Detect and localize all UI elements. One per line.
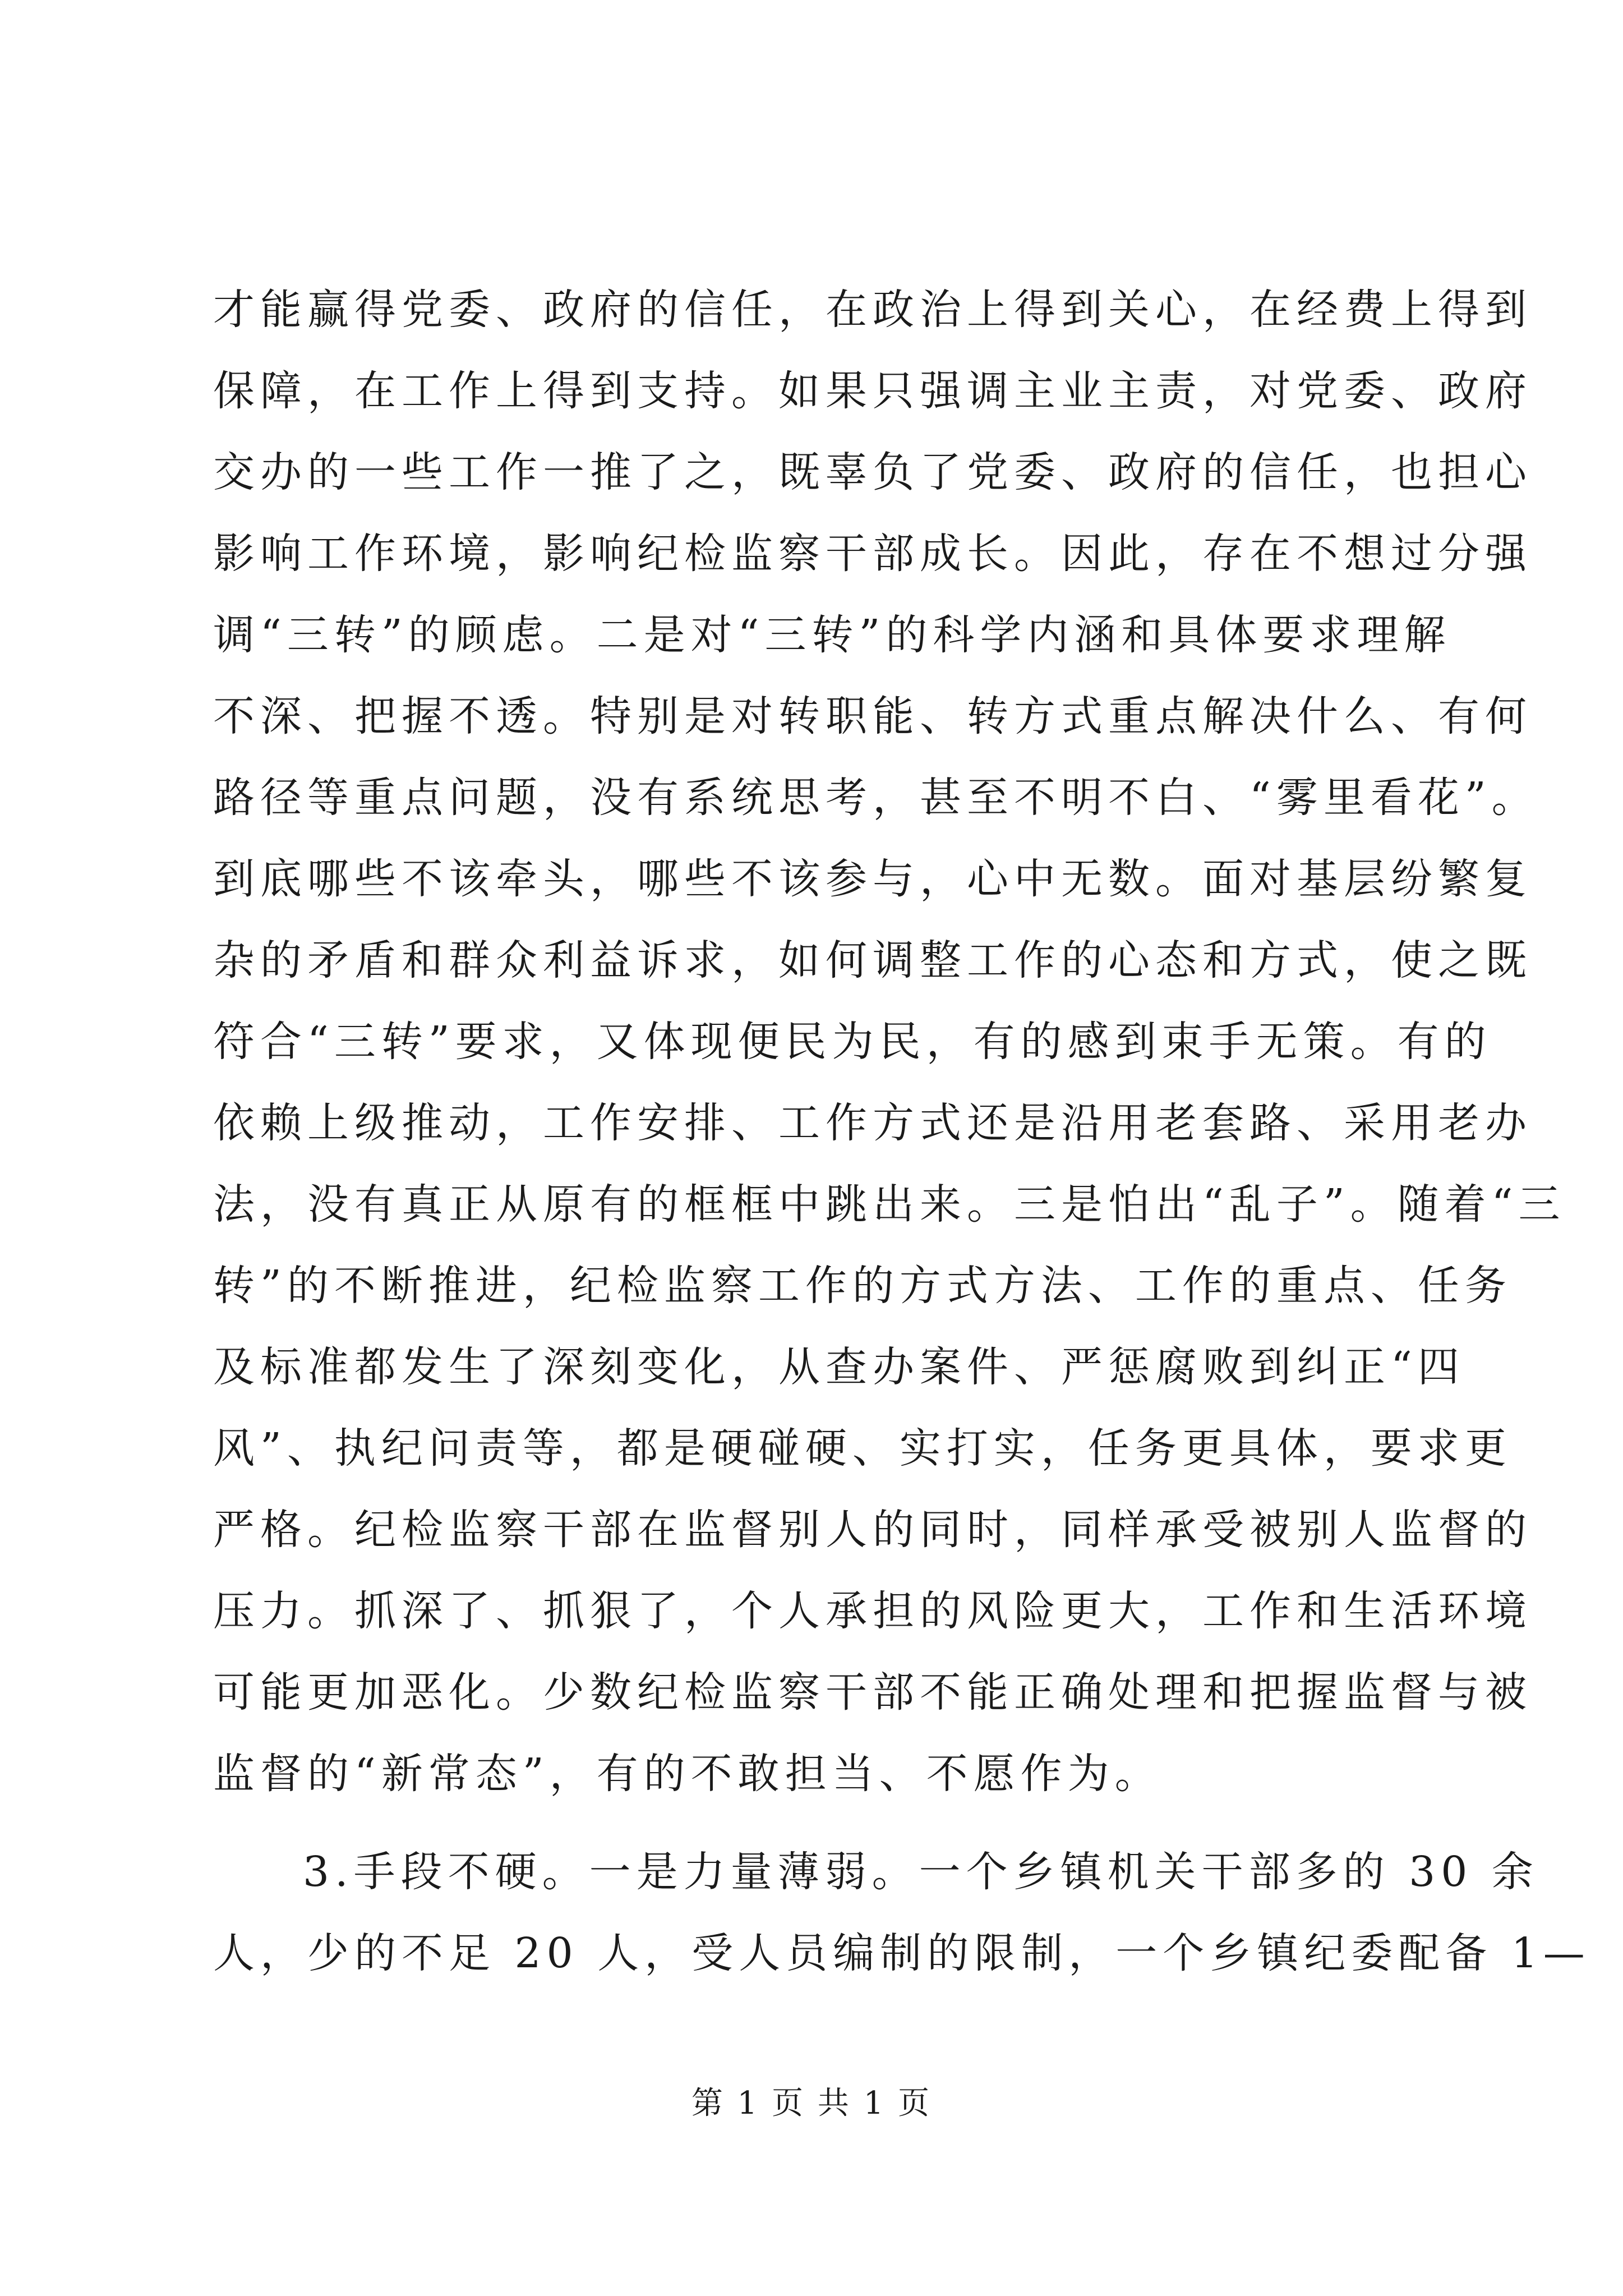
text-line: 转”的不断推进，纪检监察工作的方式方法、工作的重点、任务: [213, 1262, 1512, 1310]
text-line: 杂的矛盾和群众利益诉求，如何调整工作的心态和方式，使之既: [213, 936, 1532, 984]
text-line: 交办的一些工作一推了之，既辜负了党委、政府的信任，也担心: [213, 448, 1532, 496]
text-line: 监督的“新常态”，有的不敢担当、不愿作为。: [213, 1750, 1162, 1798]
text-line: 到底哪些不该牵头，哪些不该参与，心中无数。面对基层纷繁复: [213, 855, 1532, 903]
text-line: 压力。抓深了、抓狠了，个人承担的风险更大，工作和生活环境: [213, 1587, 1532, 1635]
paragraph-gap: [213, 1815, 1424, 1832]
text-line: 法，没有真正从原有的框框中跳出来。三是怕出“乱子”。随着“三: [213, 1180, 1566, 1228]
text-line-paragraph-start: 3.手段不硬。一是力量薄弱。一个乡镇机关干部多的 30 余: [303, 1848, 1539, 1896]
text-line: 保障，在工作上得到支持。如果只强调主业主责，对党委、政府: [213, 367, 1532, 415]
text-line: 严格。纪检监察干部在监督别人的同时，同样承受被别人监督的: [213, 1506, 1532, 1554]
text-line: 才能赢得党委、政府的信任，在政治上得到关心，在经费上得到: [213, 286, 1532, 334]
text-line: 路径等重点问题，没有系统思考，甚至不明不白、“雾里看花”。: [213, 774, 1539, 822]
text-line: 不深、把握不透。特别是对转职能、转方式重点解决什么、有何: [213, 692, 1532, 740]
text-line: 及标准都发生了深刻变化，从查办案件、严惩腐败到纠正“四: [213, 1343, 1465, 1391]
text-line: 依赖上级推动，工作安排、工作方式还是沿用老套路、采用老办: [213, 1099, 1532, 1147]
text-line: 符合“三转”要求，又体现便民为民，有的感到束手无策。有的: [213, 1018, 1492, 1066]
text-line: 人，少的不足 20 人，受人员编制的限制，一个乡镇纪委配备 1—: [213, 1929, 1590, 1977]
text-line: 影响工作环境，影响纪检监察干部成长。因此，存在不想过分强: [213, 530, 1532, 578]
text-line: 调“三转”的顾虑。二是对“三转”的科学内涵和具体要求理解: [213, 611, 1451, 659]
body-text: [213, 269, 1590, 1994]
page-footer: 第 1 页 共 1 页: [691, 2085, 932, 2122]
text-line: 可能更加恶化。少数纪检监察干部不能正确处理和把握监督与被: [213, 1668, 1532, 1717]
text-line: 风”、执纪问责等，都是硬碰硬、实打实，任务更具体，要求更: [213, 1424, 1512, 1473]
